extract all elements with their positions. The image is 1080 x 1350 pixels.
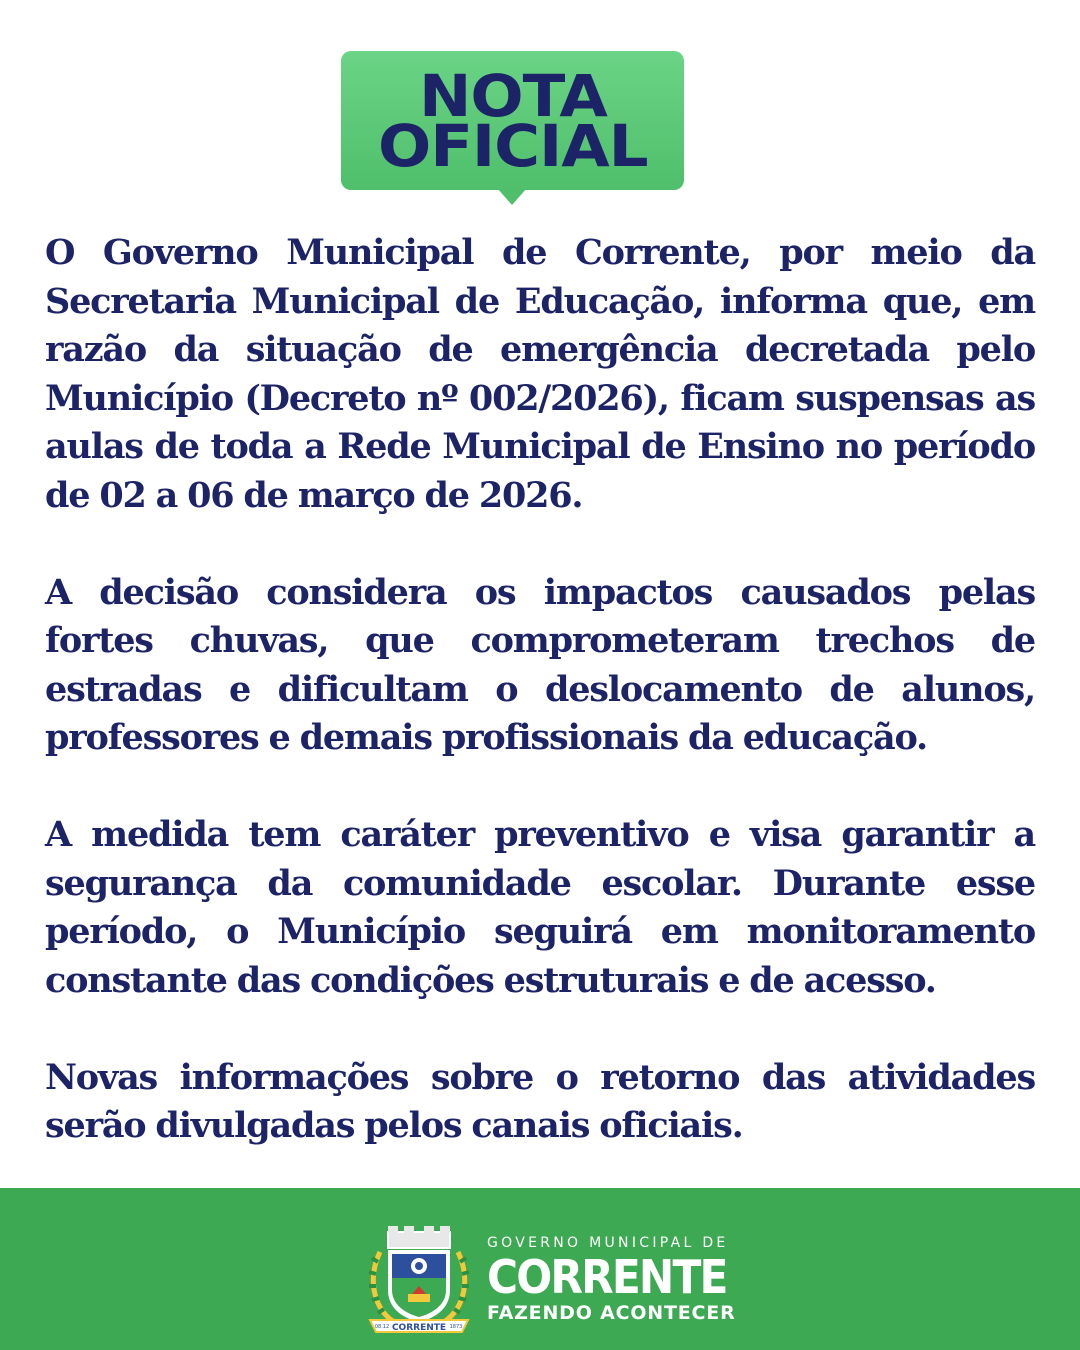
notice-body xyxy=(45,229,1035,1199)
badge-tail xyxy=(497,188,527,205)
crest-ribbon-text: CORRENTE xyxy=(391,1323,447,1333)
paragraph-1: O Governo Municipal de Corrente, por meio da Secretaria Municipal de Educação, informa que, em razão da situação de emergência decretada pelo Município (Decreto nº 002/2026), ficam suspensas as aulas de toda a Rede Municipal de Ensino no período de 02 a 06 de março de 2026. xyxy=(45,232,1035,516)
paragraph-2: A decisão considera os impactos causados pelas fortes chuvas, que comprometeram trechos de estradas e dificultam o deslocamento de alunos, professores e demais profissionais da educação. xyxy=(45,571,1035,758)
paragraph-3: A medida tem caráter preventivo e visa garantir a segurança da comunidade escolar. Durante esse período, o Município seguirá em monitoramento constante das condições estruturais e de acesso. xyxy=(45,814,1035,1001)
crest-date-right: 1873 xyxy=(449,1324,463,1330)
brand-government-label: GOVERNO MUNICIPAL DE xyxy=(487,1235,729,1251)
badge-title-line1: NOTA xyxy=(418,61,607,130)
badge-title-line2: OFICIAL xyxy=(377,111,648,180)
coat-of-arms-icon xyxy=(364,1222,474,1340)
nota-oficial-badge xyxy=(341,51,684,190)
brand-city-name: CORRENTE xyxy=(487,1250,727,1304)
paragraph-4: Novas informações sobre o retorno das atividades serão divulgadas pelos canais oficiais. xyxy=(45,1056,1035,1146)
crest-date-left: 08.12 xyxy=(374,1324,390,1330)
brand-slogan: FAZENDO ACONTECER xyxy=(487,1302,736,1324)
municipal-brand xyxy=(487,1234,747,1324)
